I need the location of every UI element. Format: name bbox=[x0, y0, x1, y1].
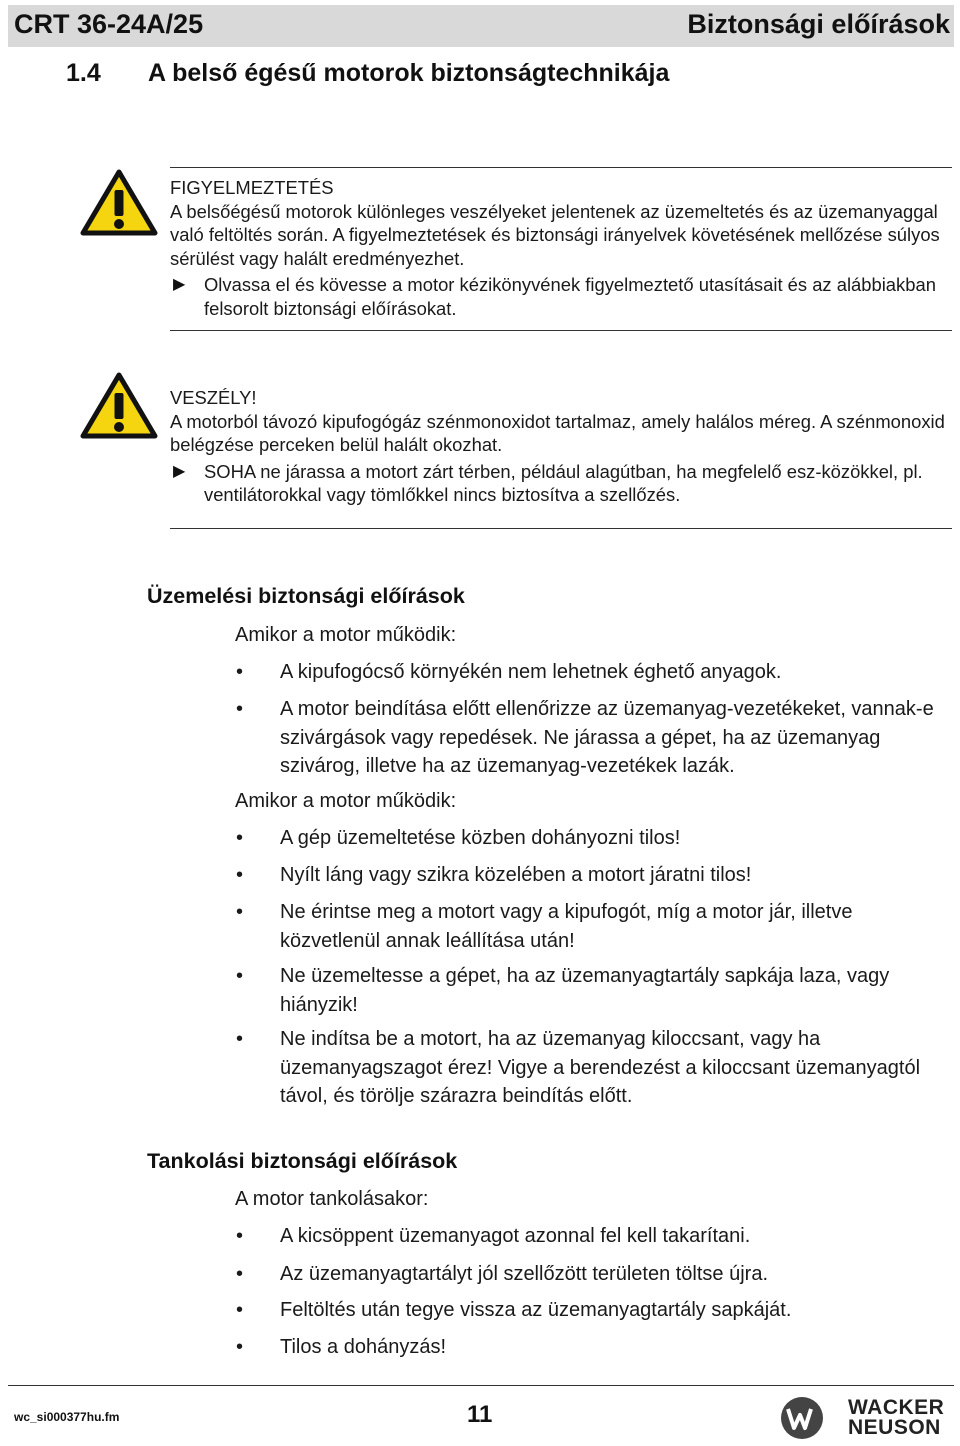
brand-logo-text: WACKER NEUSON bbox=[848, 1396, 945, 1439]
operation-intro-1: Amikor a motor működik: bbox=[235, 624, 457, 646]
bullet-icon: • bbox=[236, 1028, 244, 1050]
bullet-icon: • bbox=[236, 901, 244, 923]
chapter-title: Biztonsági előírások bbox=[687, 9, 950, 39]
step-arrow-icon: ▶ bbox=[173, 462, 186, 480]
bullet-icon: • bbox=[236, 827, 244, 849]
operation-intro-2: Amikor a motor működik: bbox=[235, 790, 457, 812]
step-arrow-icon: ▶ bbox=[173, 276, 186, 293]
list-item: • A gép üzemeltetése közben dohányozni tilos! bbox=[236, 824, 956, 853]
danger-triangle-icon bbox=[80, 371, 158, 439]
wacker-neuson-logo-icon bbox=[778, 1394, 840, 1442]
list-item: • Tilos a dohányzás! bbox=[236, 1333, 956, 1362]
refuel-intro: A motor tankolásakor: bbox=[235, 1188, 429, 1210]
danger-step bbox=[170, 460, 950, 507]
list-item: • Az üzemanyagtartályt jól szellőzött területen töltse újra. bbox=[236, 1260, 956, 1289]
list-item: • A kipufogócső környékén nem lehetnek éghető anyagok. bbox=[236, 658, 956, 687]
warning-label: FIGYELMEZTETÉS bbox=[170, 177, 334, 198]
danger-step-text: SOHA ne járassa a motort zárt térben, például alagútban, ha megfelelő esz-közökkel, pl. ventilátorokkal vagy tömlőkkel nincs biztosítva a szellőzés. bbox=[204, 460, 923, 505]
list-item: • Feltöltés után tegye vissza az üzemanyagtartály sapkáját. bbox=[236, 1296, 956, 1325]
list-item: • A motor beindítása előtt ellenőrizze az üzemanyag-vezetékeket, vannak-e szivárgások vagy repedések. Ne járassa a gépet, ha az üzemanyag szivárog, illetve ha az üzemanyag-vezetékek lazák. bbox=[236, 695, 956, 781]
danger-text: A motorból távozó kipufogógáz szénmonoxidot tartalmaz, amely halálos méreg. A szénmonoxid belégzése perceken belül halált okozhat. bbox=[170, 410, 945, 455]
bullet-icon: • bbox=[236, 1263, 244, 1285]
bullet-icon: • bbox=[236, 965, 244, 987]
danger-bottom-rule bbox=[170, 528, 952, 529]
bullet-icon: • bbox=[236, 698, 244, 720]
warning-step bbox=[170, 273, 950, 320]
list-item: • Ne érintse meg a motort vagy a kipufogót, míg a motor jár, illetve közvetlenül annak leállítása után! bbox=[236, 898, 956, 955]
bullet-icon: • bbox=[236, 1225, 244, 1247]
bullet-icon: • bbox=[236, 864, 244, 886]
list-item: • Ne üzemeltesse a gépet, ha az üzemanyagtartály sapkája laza, vagy hiányzik! bbox=[236, 962, 956, 1019]
warning-notice bbox=[170, 176, 950, 320]
bullet-icon: • bbox=[236, 1299, 244, 1321]
warning-bottom-rule bbox=[170, 330, 952, 331]
refuel-heading: Tankolási biztonsági előírások bbox=[147, 1149, 458, 1173]
bullet-icon: • bbox=[236, 661, 244, 683]
page-number: 11 bbox=[467, 1401, 493, 1428]
section-number: 1.4 bbox=[66, 59, 101, 87]
section-title-text: A belső égésű motorok biztonságtechnikája bbox=[148, 59, 670, 87]
danger-label: VESZÉLY! bbox=[170, 387, 257, 408]
danger-notice bbox=[170, 386, 950, 507]
footer-rule bbox=[8, 1385, 954, 1386]
warning-top-rule bbox=[170, 167, 952, 168]
model-number: CRT 36-24A/25 bbox=[14, 9, 204, 39]
warning-text: A belsőégésű motorok különleges veszélyeket jelentenek az üzemeltetés és az üzemanyaggal való feltöltés során. A figyelmeztetések és biztonsági irányelvek követésének mellőzése súlyos sérülést vagy halált eredményezhet. bbox=[170, 200, 940, 269]
operation-heading: Üzemelési biztonsági előírások bbox=[147, 584, 465, 608]
warning-step-text: Olvassa el és kövesse a motor kézikönyvének figyelmeztető utasításait és az alábbiakban felsorolt biztonsági előírásokat. bbox=[204, 274, 936, 319]
list-item: • A kicsöppent üzemanyagot azonnal fel kell takarítani. bbox=[236, 1222, 956, 1251]
bullet-icon: • bbox=[236, 1336, 244, 1358]
footer-filename: wc_si000377hu.fm bbox=[14, 1410, 120, 1424]
warning-triangle-icon bbox=[80, 168, 158, 236]
section-title bbox=[66, 59, 669, 88]
list-item: • Ne indítsa be a motort, ha az üzemanyag kiloccsant, vagy ha üzemanyagszagot érez! Vigye a berendezést a kiloccsant üzemanyagtól távol, és törölje szárazra beindítás előtt. bbox=[236, 1025, 956, 1111]
list-item: • Nyílt láng vagy szikra közelében a motort járatni tilos! bbox=[236, 861, 956, 890]
